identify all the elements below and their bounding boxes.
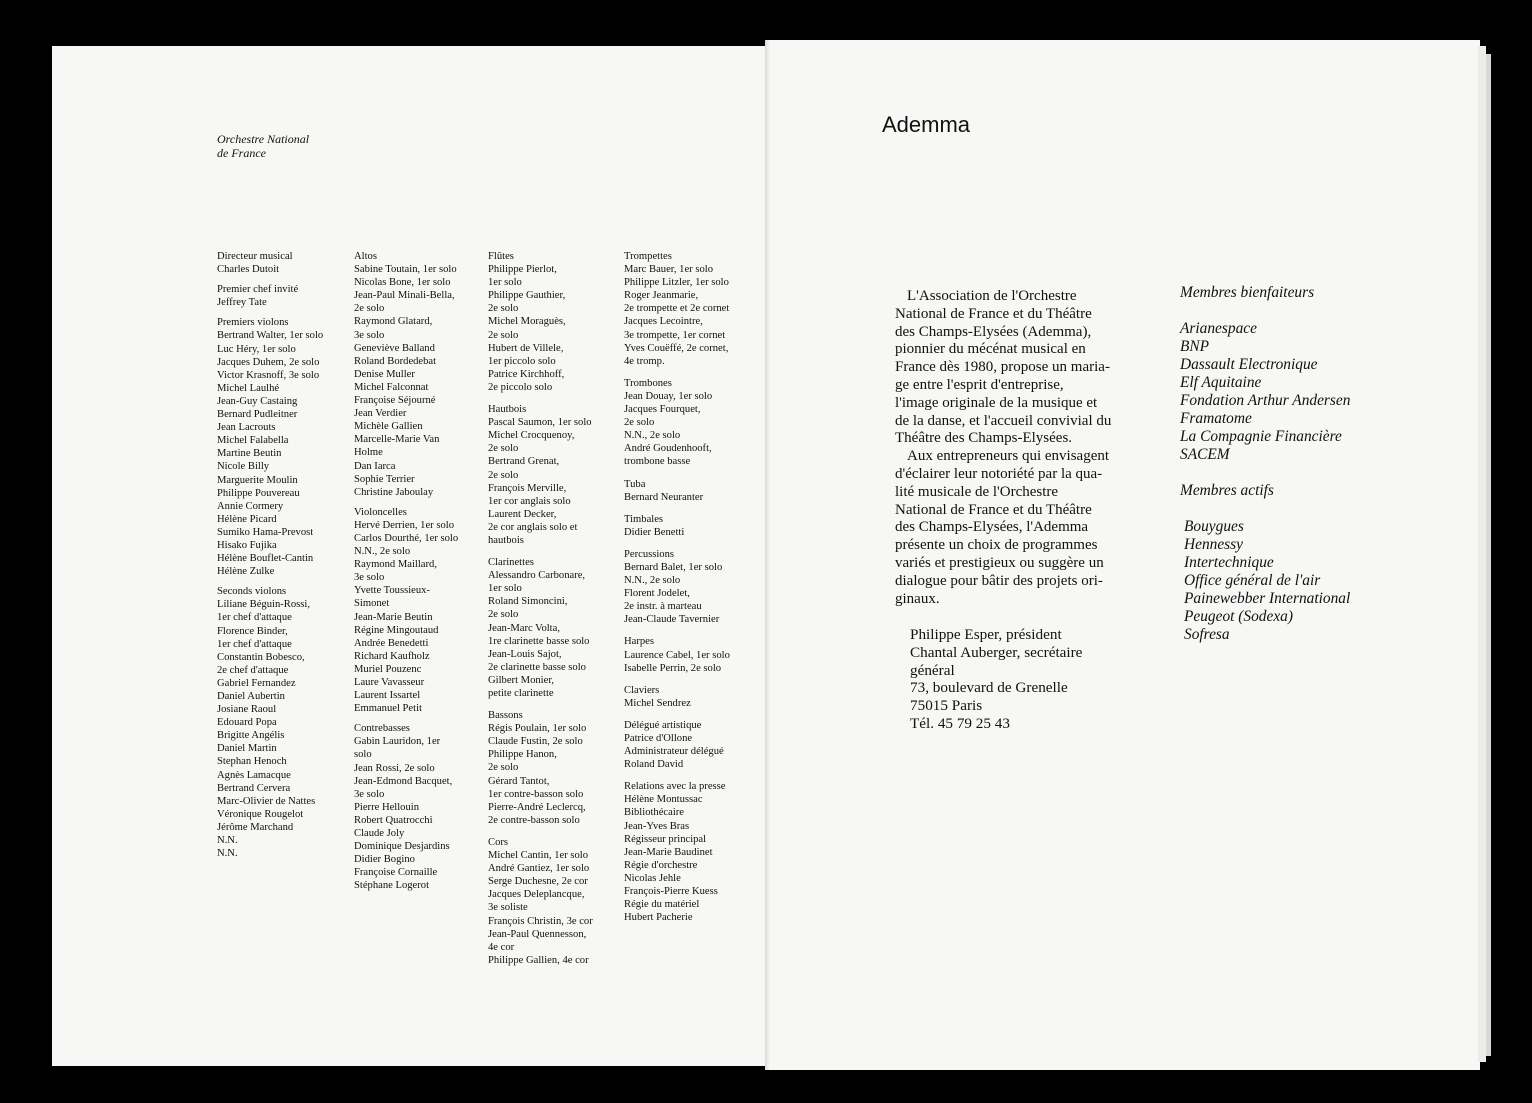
roster-line: Bertrand Grenat,: [488, 456, 560, 468]
member-bienfaiteur: Framatome: [1180, 410, 1252, 427]
roster-line: 4e cor: [488, 941, 515, 953]
roster-line: Raymond Glatard,: [354, 316, 433, 328]
paragraph-line: ge entre l'esprit d'entreprise,: [895, 376, 1064, 393]
member-actif: Office général de l'air: [1184, 572, 1321, 589]
roster-line: Hélène Montussac: [624, 794, 703, 806]
contact-block: [910, 626, 1082, 733]
roster-line: Marc Bauer, 1er solo: [624, 264, 714, 276]
roster-line: 1er cor anglais solo: [488, 495, 571, 507]
orchestra-title-line: de France: [217, 146, 266, 160]
roster-line: N.N., 2e solo: [624, 430, 681, 442]
roster-line: Hervé Derrien, 1er solo: [354, 519, 455, 531]
roster-section: [624, 513, 764, 539]
paragraph-line: L'Association de l'Orchestre: [907, 288, 1077, 304]
roster-line: Laurent Issartel: [354, 690, 421, 702]
roster-line: 3e solo: [354, 329, 385, 341]
roster-line: 2e solo: [488, 443, 519, 455]
roster-line: 2e contre-basson solo: [488, 814, 580, 826]
roster-line: Daniel Martin: [217, 743, 277, 755]
roster-section: [488, 403, 618, 547]
roster-line: Holme: [354, 447, 383, 459]
roster-line: Victor Krasnoff, 3e solo: [217, 369, 320, 381]
roster-line: Christine Jaboulay: [354, 486, 434, 498]
roster-line: N.N.: [217, 848, 238, 860]
roster-line: Agnès Lamacque: [217, 769, 291, 781]
member-actif: Intertechnique: [1184, 554, 1274, 571]
section-heading: Premier chef invité: [217, 284, 299, 296]
roster-line: Stéphane Logerot: [354, 880, 430, 892]
roster-line: Marguerite Moulin: [217, 474, 298, 486]
roster-line: 2e clarinette basse solo: [488, 661, 586, 673]
roster-line: Jacques Lecointre,: [624, 316, 703, 328]
roster-section: [217, 250, 347, 276]
roster-line: Jean-Paul Minali-Bella,: [354, 290, 455, 302]
roster-line: 2e solo: [488, 469, 519, 481]
members-bienfaiteurs: [1180, 320, 1350, 464]
roster-line: 1er solo: [488, 583, 522, 595]
roster-line: Patrice Kirchhoff,: [488, 368, 565, 380]
roster-line: Charles Dutoit: [217, 264, 280, 276]
roster-line: Hélène Zulke: [217, 566, 275, 578]
section-heading: Timbales: [624, 513, 664, 525]
roster-line: Gérard Tantot,: [488, 775, 550, 787]
section-heading: Violoncelles: [354, 506, 407, 518]
roster-line: Didier Bogino: [354, 854, 415, 866]
roster-line: Jérôme Marchand: [217, 821, 294, 833]
roster-line: Bertrand Cervera: [217, 782, 291, 794]
roster-line: Michel Cantin, 1er solo: [488, 850, 589, 862]
roster-line: Carlos Dourthé, 1er solo: [354, 532, 459, 544]
paragraph-1: [895, 288, 1167, 448]
roster-line: Marc-Olivier de Nattes: [217, 795, 316, 807]
roster-line: 2e cor anglais solo et: [488, 521, 578, 533]
roster-line: Claude Joly: [354, 828, 405, 840]
roster-line: 3e soliste: [488, 902, 528, 914]
roster-line: Emmanuel Petit: [354, 703, 422, 715]
roster-line: Michel Laulhé: [217, 382, 280, 394]
roster-line: Dominique Desjardins: [354, 841, 450, 853]
roster-column-4: [624, 250, 764, 933]
roster-line: Roland Bordedebat: [354, 355, 437, 367]
roster-column-1: [217, 250, 347, 867]
roster-line: 2e solo: [488, 609, 519, 621]
roster-line: Jean-Louis Sajot,: [488, 648, 562, 660]
paragraph-line: Théâtre des Champs-Elysées.: [895, 430, 1073, 447]
section-heading: Délégué artistique: [624, 719, 702, 731]
roster-line: 2e instr. à marteau: [624, 601, 702, 613]
roster-section: [217, 283, 347, 309]
member-bienfaiteur: Elf Aquitaine: [1180, 374, 1262, 391]
roster-section: [217, 316, 347, 578]
roster-line: Bernard Pudleitner: [217, 409, 298, 421]
roster-line: Geneviève Balland: [354, 342, 435, 354]
roster-line: Jean-Marc Volta,: [488, 622, 560, 634]
roster-line: Philippe Litzler, 1er solo: [624, 277, 729, 289]
ademma-title: Ademma: [882, 112, 971, 137]
roster-line: Bertrand Walter, 1er solo: [217, 330, 324, 342]
section-heading: Harpes: [624, 636, 655, 648]
roster-line: Liliane Béguin-Rossi,: [217, 599, 310, 611]
roster-line: Michel Sendrez: [624, 697, 691, 709]
roster-line: Annie Cormery: [217, 500, 284, 512]
roster-line: Daniel Aubertin: [217, 691, 285, 702]
roster-line: Andrée Benedetti: [354, 637, 429, 649]
roster-section: [624, 250, 764, 368]
roster-line: Nicole Billy: [217, 461, 270, 473]
roster-line: Sumiko Hama-Prevost: [217, 526, 314, 538]
roster-line: Raymond Maillard,: [354, 559, 437, 571]
roster-line: Régine Mingoutaud: [354, 624, 439, 636]
roster-line: 2e solo: [354, 303, 385, 315]
roster-line: Jean Lacrouts: [217, 422, 276, 434]
paragraph-line: présente un choix de programmes: [895, 537, 1098, 554]
roster-line: Françoise Séjourné: [354, 395, 436, 407]
roster-line: Véronique Rougelot: [217, 808, 304, 820]
section-heading: Relations avec la presse: [624, 781, 726, 793]
member-actif: Sofresa: [1184, 626, 1230, 643]
roster-line: Didier Benetti: [624, 526, 685, 538]
roster-line: Bernard Neuranter: [624, 491, 704, 503]
roster-line: Philippe Gallien, 4e cor: [488, 954, 589, 966]
contact-line: 75015 Paris: [910, 697, 983, 715]
roster-line: 1re clarinette basse solo: [488, 635, 590, 647]
member-bienfaiteur: SACEM: [1180, 446, 1230, 463]
roster-line: Administrateur délégué: [624, 746, 724, 758]
roster-line: Michel Crocquenoy,: [488, 430, 575, 442]
roster-line: Edouard Popa: [217, 717, 277, 729]
roster-line: Luc Héry, 1er solo: [217, 343, 296, 355]
roster-line: Muriel Pouzenc: [354, 663, 422, 675]
roster-line: Pascal Saumon, 1er solo: [488, 417, 592, 429]
roster-line: Philippe Gauthier,: [488, 290, 566, 302]
paragraph-line: Aux entrepreneurs qui envisagent: [907, 448, 1110, 465]
roster-line: Jacques Deleplancque,: [488, 889, 585, 901]
roster-section: [624, 780, 764, 924]
roster-line: N.N.: [217, 835, 238, 847]
roster-line: Hubert Pacherie: [624, 912, 693, 924]
paragraph-2: [895, 448, 1167, 608]
section-heading: Bassons: [488, 710, 523, 722]
roster-line: 2e piccolo solo: [488, 381, 553, 393]
roster-line: solo: [354, 749, 372, 761]
members-actifs: [1180, 518, 1350, 644]
roster-line: Gabriel Fernandez: [217, 677, 296, 689]
roster-line: Florence Binder,: [217, 625, 288, 637]
roster-line: 3e trompette, 1er cornet: [624, 329, 726, 341]
member-actif: Peugeot (Sodexa): [1184, 608, 1293, 625]
roster-line: Jean-Edmond Bacquet,: [354, 775, 453, 787]
roster-line: Laurence Cabel, 1er solo: [624, 649, 730, 661]
roster-line: 2e solo: [488, 303, 519, 315]
roster-line: Roger Jeanmarie,: [624, 290, 699, 302]
roster-line: 2e solo: [488, 329, 519, 341]
member-bienfaiteur: Arianespace: [1180, 320, 1257, 337]
roster-line: Yvette Toussieux-: [354, 585, 430, 597]
paragraph-line: variés et prestigieux ou suggère un: [895, 554, 1104, 571]
roster-line: Hélène Bouflet-Cantin: [217, 553, 314, 565]
roster-line: Jean-Marie Beutin: [354, 611, 433, 623]
roster-line: Jeffrey Tate: [217, 297, 267, 309]
roster-section: [354, 250, 484, 499]
members-actifs-title: Membres actifs: [1180, 482, 1274, 499]
roster-column-3: [488, 250, 618, 976]
paragraph-line: ginaux.: [895, 590, 940, 607]
paragraph-line: d'éclairer leur notoriété par la qua-: [895, 465, 1103, 482]
roster-line: Pierre-André Leclercq,: [488, 801, 586, 813]
roster-line: Pierre Hellouin: [354, 801, 420, 813]
roster-line: Hélène Picard: [217, 513, 277, 525]
roster-line: 1er piccolo solo: [488, 355, 556, 367]
roster-line: Gilbert Monier,: [488, 674, 555, 686]
roster-line: 2e solo: [488, 762, 519, 774]
roster-section: [624, 635, 764, 674]
roster-line: Régie du matériel: [624, 899, 700, 911]
roster-line: Régis Poulain, 1er solo: [488, 723, 587, 735]
roster-line: Brigitte Angélis: [217, 730, 285, 742]
section-heading: Percussions: [624, 548, 675, 560]
roster-section: [624, 377, 764, 469]
roster-line: Bibliothécaire: [624, 807, 685, 819]
paragraph-line: des Champs-Elysées (Ademma),: [895, 323, 1092, 340]
roster-line: Richard Kaufholz: [354, 650, 430, 662]
roster-line: Patrice d'Ollone: [624, 733, 693, 744]
roster-line: petite clarinette: [488, 688, 554, 699]
roster-line: Stephan Henoch: [217, 756, 287, 768]
roster-line: 1er chef d'attaque: [217, 638, 292, 650]
roster-section: [488, 836, 618, 967]
roster-section: [354, 506, 484, 716]
roster-line: Jean-Claude Tavernier: [624, 614, 720, 626]
member-bienfaiteur: Fondation Arthur Andersen: [1180, 392, 1351, 409]
roster-line: Jean-Paul Quennesson,: [488, 928, 587, 940]
section-heading: Flûtes: [488, 251, 514, 262]
roster-line: François Christin, 3e cor: [488, 915, 593, 927]
section-heading: Trombones: [624, 377, 672, 389]
roster-line: N.N., 2e solo: [624, 575, 681, 587]
roster-line: Hisako Fujika: [217, 539, 277, 551]
section-heading: Tuba: [624, 478, 646, 490]
roster-line: Jacques Fourquet,: [624, 404, 701, 416]
section-heading: Cors: [488, 836, 509, 848]
roster-line: Gabin Lauridon, 1er: [354, 736, 441, 748]
contact-line: Philippe Esper, président: [910, 626, 1062, 643]
roster-line: Nicolas Bone, 1er solo: [354, 277, 451, 289]
roster-line: Jean-Yves Bras: [624, 820, 690, 832]
roster-line: Laure Vavasseur: [354, 677, 425, 688]
roster-line: 2e chef d'attaque: [217, 664, 289, 676]
roster-line: Alessandro Carbonare,: [488, 570, 586, 582]
orchestra-title: [217, 132, 309, 160]
roster-line: hautbois: [488, 534, 524, 546]
members-list: [1180, 284, 1350, 644]
section-heading: Premiers violons: [217, 317, 289, 329]
roster-line: Isabelle Perrin, 2e solo: [624, 662, 722, 674]
roster-section: [624, 478, 764, 504]
roster-line: Jean Douay, 1er solo: [624, 390, 713, 402]
roster-line: Jean-Marie Baudinet: [624, 846, 713, 858]
section-heading: Hautbois: [488, 404, 527, 416]
paragraph-line: de la danse, et l'accueil convivial du: [895, 412, 1112, 429]
roster-line: Simonet: [354, 598, 390, 610]
roster-line: 3e solo: [354, 572, 385, 584]
roster-line: Jean Verdier: [354, 408, 407, 420]
roster-line: Jean-Guy Castaing: [217, 395, 298, 407]
roster-section: [217, 585, 347, 860]
contact-line: 73, boulevard de Grenelle: [910, 679, 1068, 697]
section-heading: Trompettes: [624, 251, 672, 262]
paragraph-line: lité musicale de l'Orchestre: [895, 483, 1059, 500]
roster-section: [624, 684, 764, 710]
roster-line: 4e tromp.: [624, 355, 665, 367]
roster-line: Jacques Duhem, 2e solo: [217, 356, 320, 368]
roster-column-2: [354, 250, 484, 900]
roster-line: Florent Jodelet,: [624, 588, 690, 600]
roster-line: 2e trompette et 2e cornet: [624, 303, 730, 315]
roster-line: Michel Moraguès,: [488, 316, 566, 328]
roster-line: Roland David: [624, 759, 684, 771]
paragraph-line: des Champs-Elysées, l'Ademma: [895, 519, 1089, 536]
roster-section: [354, 722, 484, 892]
section-heading: Contrebasses: [354, 723, 410, 735]
roster-line: Dan Iarca: [354, 460, 396, 472]
member-actif: Painewebber International: [1184, 590, 1351, 607]
contact-line: Chantal Auberger, secrétaire: [910, 643, 1083, 661]
roster-line: Martine Beutin: [217, 448, 282, 460]
member-bienfaiteur: Dassault Electronique: [1180, 356, 1318, 373]
roster-line: André Gantiez, 1er solo: [488, 863, 590, 875]
roster-line: Philippe Pierlot,: [488, 264, 557, 276]
roster-line: Laurent Decker,: [488, 508, 557, 520]
roster-section: [488, 250, 618, 394]
roster-line: Michèle Gallien: [354, 421, 423, 433]
roster-line: Robert Quatrocchi: [354, 814, 433, 826]
member-actif: Hennessy: [1184, 536, 1243, 553]
paragraph-line: National de France et du Théâtre: [895, 501, 1092, 518]
roster-line: trombone basse: [624, 456, 691, 468]
orchestra-title-line: Orchestre National: [217, 132, 310, 146]
page-edge: [1478, 46, 1486, 1062]
roster-line: Serge Duchesne, 2e cor: [488, 876, 588, 888]
section-heading: Clarinettes: [488, 557, 534, 569]
section-heading: Claviers: [624, 684, 660, 696]
member-actif: Bouygues: [1184, 518, 1244, 535]
roster-line: Claude Fustin, 2e solo: [488, 736, 583, 748]
roster-line: 3e solo: [354, 788, 385, 800]
book-spine: [765, 40, 773, 1070]
roster-line: Hubert de Villele,: [488, 342, 564, 354]
paragraph-line: pionnier du mécénat musical en: [895, 341, 1086, 358]
roster-section: [488, 709, 618, 827]
roster-line: Michel Falconnat: [354, 381, 429, 393]
roster-line: 2e solo: [624, 417, 655, 429]
roster-line: Régisseur principal: [624, 833, 707, 845]
ademma-description: [895, 288, 1167, 608]
roster-line: Régie d'orchestre: [624, 859, 698, 871]
roster-line: N.N., 2e solo: [354, 546, 411, 558]
roster-line: André Goudenhooft,: [624, 443, 712, 455]
member-bienfaiteur: BNP: [1180, 338, 1210, 355]
roster-line: Françoise Cornaille: [354, 867, 438, 879]
contact-line: général: [910, 661, 955, 679]
roster-line: Sabine Toutain, 1er solo: [354, 264, 457, 276]
page-edge-back: [1486, 54, 1491, 1056]
members-bienfaiteurs-title: Membres bienfaiteurs: [1180, 284, 1315, 301]
roster-line: Philippe Pouvereau: [217, 487, 300, 499]
roster-line: Nicolas Jehle: [624, 872, 681, 884]
section-heading: Altos: [354, 251, 377, 262]
roster-line: Roland Simoncini,: [488, 596, 568, 608]
roster-line: Marcelle-Marie Van: [354, 434, 440, 446]
roster-line: 1er solo: [488, 277, 522, 289]
roster-line: Constantin Bobesco,: [217, 651, 305, 663]
paragraph-line: National de France et du Théâtre: [895, 305, 1092, 322]
roster-line: Bernard Balet, 1er solo: [624, 561, 723, 573]
roster-line: Sophie Terrier: [354, 473, 415, 485]
paragraph-line: France dès 1980, propose un maria-: [895, 359, 1110, 376]
roster-section: [624, 719, 764, 771]
roster-line: 1er contre-basson solo: [488, 788, 584, 800]
roster-line: 1er chef d'attaque: [217, 612, 292, 624]
roster-section: [488, 556, 618, 700]
roster-line: François Merville,: [488, 482, 567, 494]
paragraph-line: l'image originale de la musique et: [895, 394, 1098, 411]
roster-line: Yves Couëffé, 2e cornet,: [624, 342, 729, 354]
section-heading: Directeur musical: [217, 251, 293, 262]
roster-line: Denise Muller: [354, 368, 415, 380]
roster-line: Jean Rossi, 2e solo: [354, 762, 435, 774]
roster-line: Michel Falabella: [217, 435, 289, 447]
roster-line: Josiane Raoul: [217, 704, 277, 716]
contact-line: Tél. 45 79 25 43: [910, 714, 1010, 732]
roster-line: Philippe Hanon,: [488, 749, 557, 761]
member-bienfaiteur: La Compagnie Financière: [1180, 428, 1342, 445]
section-heading: Seconds violons: [217, 586, 287, 598]
roster-line: François-Pierre Kuess: [624, 886, 718, 898]
paragraph-line: dialogue pour bâtir des projets ori-: [895, 572, 1103, 589]
roster-section: [624, 548, 764, 627]
